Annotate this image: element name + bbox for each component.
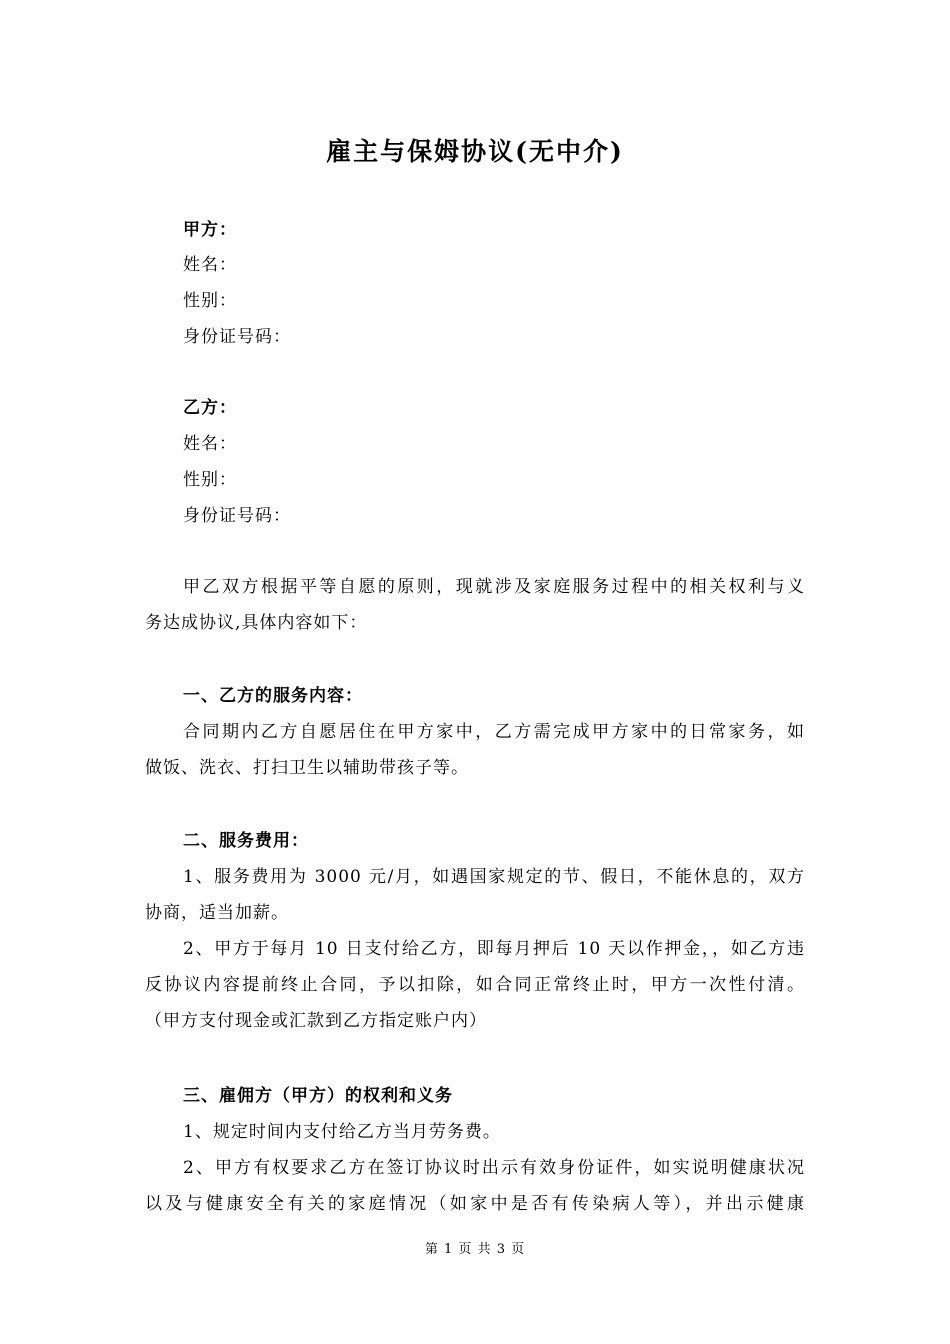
intro-line-2: 务达成协议,具体内容如下： [145,613,368,633]
section-3-heading: 三、雇佣方（甲方）的权利和义务 [183,1086,453,1106]
intro-line-1: 甲乙双方根据平等自愿的原则，现就涉及家庭服务过程中的相关权利与义 [183,577,805,597]
section-2-item-1-line-1: 1、服务费用为 3000 元/月，如遇国家规定的节、假日，不能休息的，双方 [183,867,805,887]
page-footer-indicator: 第 1 页 共 3 页 [424,1242,526,1257]
section-2-item-2-line-1: 2、甲方于每月 10 日支付给乙方，即每月押后 10 天以作押金，，如乙方违 [183,939,805,959]
party-b-gender-label: 性别： [183,470,237,490]
section-2-item-1-line-2: 协商，适当加薪。 [145,903,289,923]
party-b-name-label: 姓名： [183,434,237,454]
section-2-item-2-line-2: 反协议内容提前终止合同，予以扣除，如合同正常终止时，甲方一次性付清。 [145,975,805,995]
section-1-line-1: 合同期内乙方自愿居住在甲方家中，乙方需完成甲方家中的日常家务，如 [183,722,805,742]
section-3-item-2-line-1: 2、甲方有权要求乙方在签订协议时出示有效身份证件，如实说明健康状况 [183,1158,805,1178]
party-b-heading: 乙方： [183,398,237,418]
party-a-id-label: 身份证号码： [183,327,291,347]
party-a-gender-label: 性别： [183,291,237,311]
party-b-id-label: 身份证号码： [183,506,291,526]
section-2-heading: 二、服务费用： [183,831,309,851]
party-a-name-label: 姓名： [183,255,237,275]
document-title: 雇主与保姆协议(无中介) [326,137,624,166]
section-2-item-2-line-3: （甲方支付现金或汇款到乙方指定账户内） [145,1011,487,1031]
section-1-line-2: 做饭、洗衣、打扫卫生以辅助带孩子等。 [145,758,469,778]
party-a-heading: 甲方： [183,220,237,240]
section-3-item-2-line-2: 以及与健康安全有关的家庭情况（如家中是否有传染病人等），并出示健康 [145,1194,805,1214]
section-1-heading: 一、乙方的服务内容： [183,686,363,706]
section-3-item-1: 1、规定时间内支付给乙方当月劳务费。 [183,1122,501,1142]
